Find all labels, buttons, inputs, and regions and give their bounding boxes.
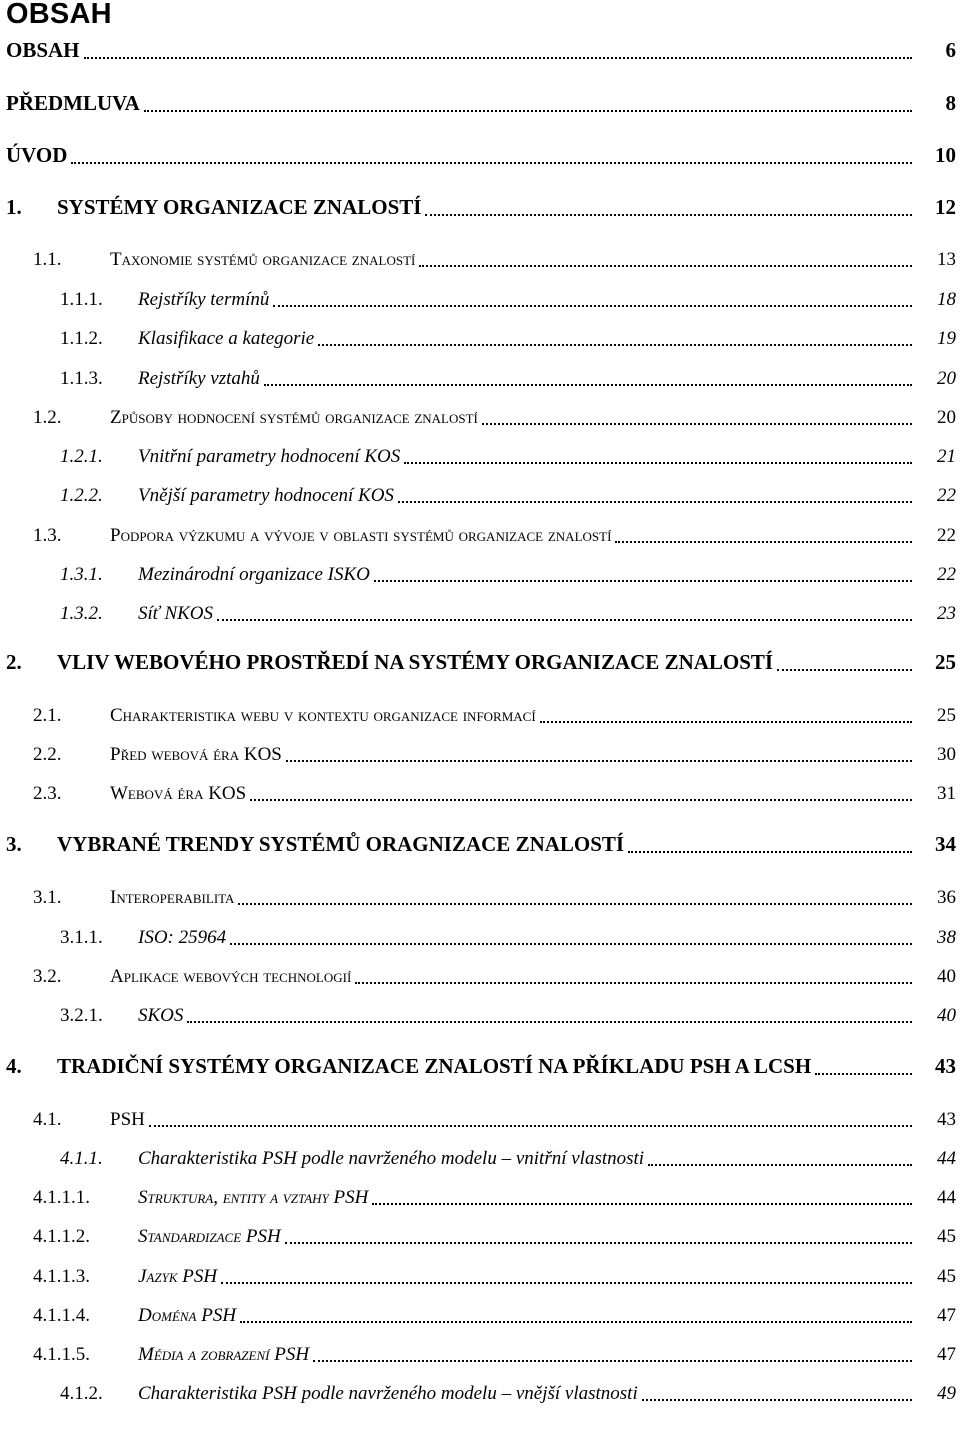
toc-entry-number: 4.1.1.3.	[33, 1266, 90, 1287]
toc-entry-title: PSH	[110, 1109, 145, 1130]
toc-entry-title: SYSTÉMY ORGANIZACE ZNALOSTÍ	[57, 195, 422, 219]
toc-entry[interactable]	[0, 782, 960, 810]
toc-entry-page: 43	[937, 1109, 956, 1130]
toc-leader-dots	[273, 305, 912, 307]
toc-entry-page: 18	[937, 289, 956, 310]
toc-entry-page: 22	[937, 564, 956, 585]
toc-entry-title: SKOS	[138, 1005, 184, 1026]
toc-entry-title: Aplikace webových technologií	[110, 966, 352, 987]
toc-entry-page: 47	[937, 1305, 956, 1326]
toc-entry[interactable]	[0, 1186, 960, 1214]
toc-entry-number: 3.1.1.	[60, 927, 103, 948]
toc-entry-title: Rejstříky vztahů	[138, 368, 260, 389]
toc-leader-dots	[313, 1360, 912, 1362]
toc-entry-page: 47	[937, 1344, 956, 1365]
toc-entry-title: Charakteristika PSH podle navrženého modelu – vnitřní vlastnosti	[138, 1148, 645, 1169]
toc-entry-title: Taxonomie systémů organizace znalostí	[110, 249, 416, 270]
toc-entry-number: 1.1.2.	[60, 328, 103, 349]
toc-entry-title: Mezinárodní organizace ISKO	[138, 564, 370, 585]
toc-entry-title: Standardizace PSH	[138, 1226, 281, 1247]
toc-entry[interactable]	[0, 1108, 960, 1136]
toc-leader-dots	[482, 423, 912, 425]
toc-entry-title: VLIV WEBOVÉHO PROSTŘEDÍ NA SYSTÉMY ORGANIZACE ZNALOSTÍ	[57, 650, 774, 674]
toc-entry-title: Klasifikace a kategorie	[138, 328, 315, 349]
toc-entry-page: 30	[937, 744, 956, 765]
toc-entry-page: 38	[937, 927, 956, 948]
toc-leader-dots	[144, 110, 912, 112]
toc-leader-dots	[815, 1073, 912, 1075]
toc-leader-dots	[777, 669, 912, 671]
toc-entry-number: 1.	[6, 195, 22, 219]
page-title: OBSAH	[6, 0, 112, 30]
toc-leader-dots	[217, 619, 912, 621]
toc-entry[interactable]	[0, 1147, 960, 1175]
toc-entry-number: 4.1.1.5.	[33, 1344, 90, 1365]
toc-entry-page: 40	[937, 1005, 956, 1026]
toc-entry-page: 45	[937, 1266, 956, 1287]
toc-leader-dots	[372, 1203, 912, 1205]
toc-leader-dots	[187, 1021, 912, 1023]
toc-leader-dots	[540, 721, 912, 723]
toc-entry[interactable]	[0, 743, 960, 771]
toc-entry[interactable]	[0, 484, 960, 512]
toc-leader-dots	[419, 265, 912, 267]
toc-entry[interactable]	[0, 524, 960, 552]
toc-entry[interactable]	[0, 248, 960, 276]
toc-entry-title: Charakteristika webu v kontextu organizace informací	[110, 705, 536, 726]
toc-entry-title: Způsoby hodnocení systémů organizace znalostí	[110, 407, 478, 428]
toc-entry-title: ISO: 25964	[138, 927, 227, 948]
toc-entry[interactable]	[0, 1343, 960, 1371]
toc-entry-number: 1.1.1.	[60, 289, 103, 310]
toc-entry-page: 31	[937, 783, 956, 804]
toc-entry[interactable]	[0, 1304, 960, 1332]
toc-entry-title: Interoperabilita	[110, 887, 235, 908]
toc-leader-dots	[230, 943, 912, 945]
toc-entry-page: 49	[937, 1383, 956, 1404]
toc-entry[interactable]	[0, 1225, 960, 1253]
toc-entry[interactable]	[0, 367, 960, 395]
toc-entry[interactable]	[0, 834, 960, 862]
toc-entry-title: ÚVOD	[6, 143, 68, 167]
toc-entry-page: 21	[937, 446, 956, 467]
toc-entry-page: 10	[935, 143, 956, 167]
toc-entry-number: 1.1.3.	[60, 368, 103, 389]
toc-entry[interactable]	[0, 926, 960, 954]
toc-entry-number: 4.	[6, 1054, 22, 1078]
toc-leader-dots	[628, 851, 912, 853]
toc-entry-page: 19	[937, 328, 956, 349]
toc-leader-dots	[355, 982, 912, 984]
toc-entry-page: 44	[937, 1187, 956, 1208]
toc-entry-page: 23	[937, 603, 956, 624]
toc-entry[interactable]	[0, 652, 960, 680]
toc-leader-dots	[398, 501, 912, 503]
toc-leader-dots	[264, 384, 912, 386]
toc-entry-number: 2.3.	[33, 783, 62, 804]
toc-entry-number: 4.1.1.	[60, 1148, 103, 1169]
toc-leader-dots	[149, 1125, 912, 1127]
toc-entry-page: 22	[937, 485, 956, 506]
toc-leader-dots	[250, 799, 912, 801]
toc-entry[interactable]	[0, 1382, 960, 1410]
toc-entry-number: 4.1.1.1.	[33, 1187, 90, 1208]
toc-entry-title: OBSAH	[6, 38, 80, 62]
toc-entry-number: 4.1.	[33, 1109, 62, 1130]
toc-entry-number: 1.3.1.	[60, 564, 103, 585]
toc-leader-dots	[642, 1399, 912, 1401]
toc-entry-number: 3.	[6, 832, 22, 856]
toc-entry-number: 4.1.1.4.	[33, 1305, 90, 1326]
toc-entry[interactable]	[0, 965, 960, 993]
toc-entry-title: Webová éra KOS	[110, 783, 247, 804]
toc-entry-number: 3.2.	[33, 966, 62, 987]
toc-entry-number: 3.2.1.	[60, 1005, 103, 1026]
toc-entry[interactable]	[0, 1265, 960, 1293]
toc-entry[interactable]	[0, 406, 960, 434]
toc-entry-page: 43	[935, 1054, 956, 1078]
toc-entry-page: 13	[937, 249, 956, 270]
toc-entry-title: Rejstříky termínů	[138, 289, 270, 310]
toc-entry-number: 1.3.	[33, 525, 62, 546]
toc-entry-page: 25	[935, 650, 956, 674]
toc-entry-title: Podpora výzkumu a vývoje v oblasti systémů organizace znalostí	[110, 525, 612, 546]
toc-entry-title: Charakteristika PSH podle navrženého modelu – vnější vlastnosti	[138, 1383, 638, 1404]
toc-entry-page: 36	[937, 887, 956, 908]
toc-entry-page: 44	[937, 1148, 956, 1169]
toc-entry-number: 4.1.2.	[60, 1383, 103, 1404]
toc-entry[interactable]	[0, 145, 960, 173]
toc-leader-dots	[404, 462, 912, 464]
toc-leader-dots	[425, 214, 912, 216]
toc-entry-page: 40	[937, 966, 956, 987]
toc-entry-page: 12	[935, 195, 956, 219]
toc-entry[interactable]	[0, 327, 960, 355]
toc-entry[interactable]	[0, 704, 960, 732]
toc-entry[interactable]	[0, 40, 960, 68]
toc-entry-title: PŘEDMLUVA	[6, 91, 140, 115]
toc-leader-dots	[648, 1164, 912, 1166]
toc-entry-number: 2.1.	[33, 705, 62, 726]
toc-entry-page: 22	[937, 525, 956, 546]
toc-leader-dots	[71, 162, 912, 164]
toc-entry[interactable]	[0, 563, 960, 591]
toc-entry-page: 45	[937, 1226, 956, 1247]
toc-leader-dots	[374, 580, 912, 582]
toc-entry-number: 1.2.2.	[60, 485, 103, 506]
toc-entry[interactable]	[0, 288, 960, 316]
toc-entry[interactable]	[0, 93, 960, 121]
toc-entry-page: 8	[945, 91, 956, 115]
toc-entry-title: Doména PSH	[138, 1305, 237, 1326]
toc-leader-dots	[285, 1242, 912, 1244]
toc-entry[interactable]	[0, 602, 960, 630]
toc-leader-dots	[615, 541, 912, 543]
toc-leader-dots	[240, 1321, 912, 1323]
toc-entry[interactable]	[0, 1004, 960, 1032]
toc-entry-number: 1.3.2.	[60, 603, 103, 624]
toc-entry-page: 34	[935, 832, 956, 856]
toc-entry[interactable]	[0, 445, 960, 473]
toc-leader-dots	[84, 57, 912, 59]
toc-entry-page: 25	[937, 705, 956, 726]
toc-leader-dots	[238, 903, 912, 905]
toc-entry-number: 1.1.	[33, 249, 62, 270]
toc-entry-title: TRADIČNÍ SYSTÉMY ORGANIZACE ZNALOSTÍ NA PŘÍKLADU PSH A LCSH	[57, 1054, 812, 1078]
toc-leader-dots	[318, 344, 912, 346]
toc-entry[interactable]	[0, 886, 960, 914]
toc-leader-dots	[221, 1282, 912, 1284]
toc-entry-title: Média a zobrazení PSH	[138, 1344, 310, 1365]
toc-entry[interactable]	[0, 1056, 960, 1084]
toc-entry-number: 2.2.	[33, 744, 62, 765]
toc-leader-dots	[286, 760, 912, 762]
toc-entry[interactable]	[0, 197, 960, 225]
toc-entry-number: 1.2.	[33, 407, 62, 428]
toc-entry-title: Vnější parametry hodnocení KOS	[138, 485, 394, 506]
toc-entry-number: 4.1.1.2.	[33, 1226, 90, 1247]
toc-entry-number: 1.2.1.	[60, 446, 103, 467]
toc-entry-title: Síť NKOS	[138, 603, 214, 624]
toc-entry-page: 20	[937, 368, 956, 389]
toc-entry-title: Struktura, entity a vztahy PSH	[138, 1187, 369, 1208]
toc-entry-title: VYBRANÉ TRENDY SYSTÉMŮ ORAGNIZACE ZNALOSTÍ	[57, 832, 625, 856]
toc-entry-number: 3.1.	[33, 887, 62, 908]
toc-entry-number: 2.	[6, 650, 22, 674]
toc-entry-page: 20	[937, 407, 956, 428]
toc-entry-title: Před webová éra KOS	[110, 744, 282, 765]
toc-entry-title: Vnitřní parametry hodnocení KOS	[138, 446, 401, 467]
toc-entry-title: Jazyk PSH	[138, 1266, 218, 1287]
toc-entry-page: 6	[945, 38, 956, 62]
